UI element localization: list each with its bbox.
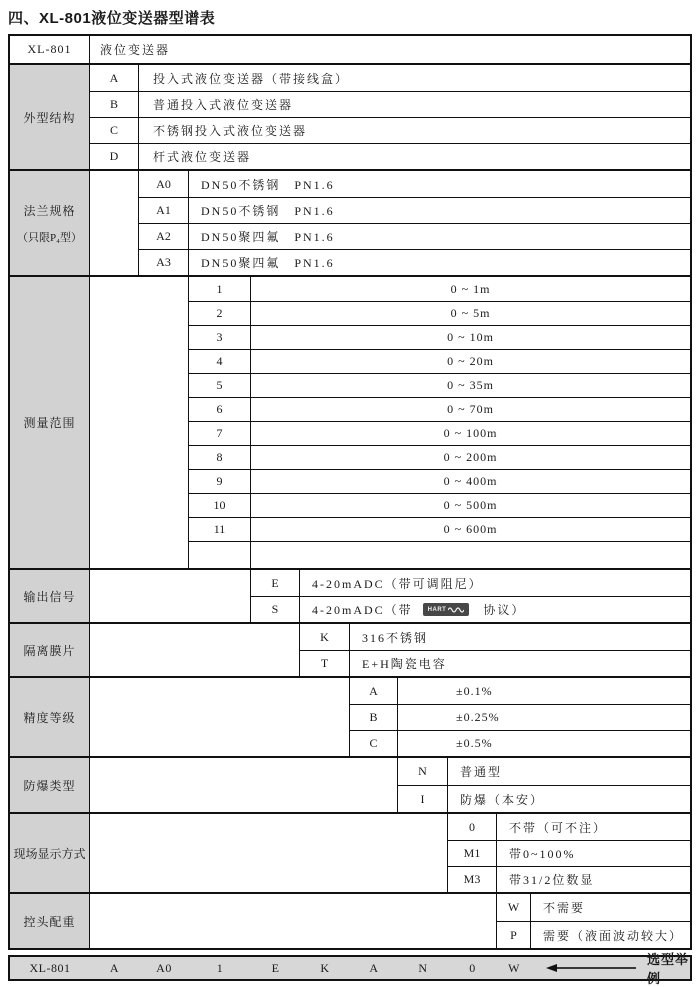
section-measuring-range (10, 275, 690, 568)
option-desc: 0 ~ 1m (450, 281, 491, 296)
option-code: M1 (448, 841, 497, 866)
example-code-output: E (271, 960, 280, 975)
option-row (300, 650, 690, 676)
option-desc: 杆式液位变送器 (153, 150, 252, 164)
option-row (350, 678, 690, 704)
option-code: A3 (139, 250, 189, 275)
section-probe-counterweight (10, 892, 690, 948)
left-arrow-icon (545, 962, 637, 974)
example-code-structure: A (109, 960, 120, 975)
option-desc: 不锈钢投入式液位变送器 (153, 124, 308, 138)
option-code: A2 (139, 224, 189, 249)
option-desc: DN50聚四氟 PN1.6 (201, 230, 335, 244)
option-code: B (350, 705, 398, 730)
example-code-accuracy: A (369, 960, 379, 975)
option-desc: ±0.5% (456, 736, 493, 750)
option-desc: 4-20mADC（带可调阻尼） (312, 576, 483, 591)
option-row (189, 469, 690, 493)
option-code: A0 (139, 171, 189, 197)
section-label: 控头配重 (10, 894, 90, 948)
option-desc: 防爆（本安） (460, 792, 545, 807)
section-flange-spec (10, 169, 690, 275)
option-code: 7 (189, 422, 251, 445)
page-title: 四、XL-801液位变送器型谱表 (8, 10, 216, 27)
sine-wave-icon (448, 606, 464, 614)
example-code-range: 1 (216, 960, 224, 975)
option-desc: 0 ~ 5m (450, 306, 491, 320)
section-isolation-diaphragm (10, 622, 690, 676)
section-exterior-structure (10, 63, 690, 169)
option-desc: 普通型 (460, 765, 503, 779)
option-row-empty (189, 541, 690, 568)
option-row (139, 171, 690, 197)
option-code: E (251, 570, 300, 596)
option-desc: 不带（可不注） (509, 820, 608, 835)
option-row (497, 921, 690, 948)
indent-spacer (90, 758, 398, 812)
indent-spacer (90, 894, 497, 948)
section-accuracy-class (10, 676, 690, 756)
option-code: 11 (189, 518, 251, 541)
option-desc: ±0.1% (456, 683, 493, 698)
option-code: N (398, 758, 448, 785)
option-desc: 0 ~ 100m (443, 426, 498, 440)
indent-spacer (90, 814, 448, 892)
option-row (189, 493, 690, 517)
option-row (350, 730, 690, 756)
option-row (448, 814, 690, 840)
example-code-exproof: N (418, 960, 428, 975)
option-desc: 0 ~ 200m (443, 450, 498, 464)
option-row (398, 785, 690, 812)
section-label: 防爆类型 (10, 758, 90, 812)
example-code-display: 0 (469, 960, 476, 975)
option-desc: 0 ~ 10m (447, 330, 494, 344)
model-spec-table (8, 34, 692, 950)
option-row (251, 596, 690, 622)
option-row (139, 249, 690, 275)
option-desc: 0 ~ 20m (447, 354, 494, 368)
option-code: P (497, 922, 531, 948)
option-code: K (300, 624, 350, 650)
option-code: 1 (189, 277, 251, 301)
example-code-weight: W (508, 960, 520, 975)
option-desc: 0 ~ 500m (443, 498, 498, 512)
option-row (189, 301, 690, 325)
section-label-note: （只限P₄型） (17, 231, 82, 244)
option-desc: 0 ~ 600m (443, 522, 498, 536)
option-row (448, 840, 690, 866)
option-desc: DN50不锈钢 PN1.6 (201, 204, 335, 218)
selection-example-bar (8, 952, 692, 986)
option-row (251, 570, 690, 596)
section-explosion-proof-type (10, 756, 690, 812)
option-code: C (90, 118, 139, 143)
option-desc: 投入式液位变送器（带接线盒） (153, 71, 350, 86)
option-row (189, 397, 690, 421)
option-row (139, 223, 690, 249)
section-label: 输出信号 (10, 570, 90, 622)
section-local-display-mode (10, 812, 690, 892)
option-desc (300, 597, 690, 622)
option-desc: 带0~100% (509, 847, 576, 861)
option-row (448, 866, 690, 892)
option-row (189, 277, 690, 301)
option-code: T (300, 651, 350, 676)
option-code: 5 (189, 374, 251, 397)
option-code: 6 (189, 398, 251, 421)
option-row (497, 894, 690, 921)
option-code: 0 (448, 814, 497, 840)
option-row (90, 65, 690, 91)
option-row (189, 325, 690, 349)
section-label: 测量范围 (10, 277, 90, 568)
option-desc (251, 542, 690, 568)
desc-text-pre: 4-20mADC（带 (312, 603, 413, 617)
section-output-signal (10, 568, 690, 622)
option-desc: 0 ~ 70m (447, 402, 494, 416)
option-row (90, 91, 690, 117)
option-code: W (497, 894, 531, 921)
option-code: 9 (189, 470, 251, 493)
indent-spacer (90, 678, 350, 756)
option-code (189, 542, 251, 568)
option-desc: 0 ~ 35m (447, 378, 494, 392)
option-code: M3 (448, 867, 497, 892)
option-code: 3 (189, 326, 251, 349)
indent-spacer (90, 570, 251, 622)
option-desc: E+H陶瓷电容 (362, 657, 447, 671)
example-code-flange: A0 (156, 960, 172, 975)
table-header-row (10, 36, 690, 63)
indent-spacer (90, 277, 189, 568)
option-desc: ±0.25% (456, 710, 500, 724)
option-code: 8 (189, 446, 251, 469)
option-row (189, 349, 690, 373)
product-name-cell: 液位变送器 (100, 43, 171, 57)
desc-text-post: 协议） (483, 603, 526, 617)
option-row (139, 197, 690, 223)
option-code: 10 (189, 494, 251, 517)
option-code: I (398, 786, 448, 812)
option-row (189, 373, 690, 397)
option-code: A1 (139, 198, 189, 223)
option-code: S (251, 597, 300, 622)
option-code: C (350, 731, 398, 756)
option-desc: 带31/2位数显 (509, 873, 595, 887)
example-code-diaphragm: K (320, 960, 330, 975)
option-row (189, 517, 690, 541)
section-label: 法兰规格 （只限P₄型） (10, 171, 90, 275)
hart-protocol-logo: HART (423, 603, 470, 616)
option-row (300, 624, 690, 650)
option-row (189, 445, 690, 469)
option-row (90, 143, 690, 169)
option-desc: DN50不锈钢 PN1.6 (201, 177, 335, 192)
section-label: 隔离膜片 (10, 624, 90, 676)
option-code: D (90, 144, 139, 169)
section-label: 外型结构 (10, 65, 90, 169)
option-row (350, 704, 690, 730)
option-desc: 0 ~ 400m (443, 474, 498, 488)
option-row (90, 117, 690, 143)
option-row (398, 758, 690, 785)
example-code-model: XL-801 (29, 960, 71, 975)
option-desc: DN50聚四氟 PN1.6 (201, 256, 335, 270)
option-desc: 需要（液面波动较大） (543, 928, 684, 943)
indent-spacer (90, 624, 300, 676)
option-row (189, 421, 690, 445)
option-desc: 316不锈钢 (362, 630, 429, 645)
indent-spacer (90, 171, 139, 275)
option-desc: 不需要 (543, 901, 586, 915)
option-desc: 普通投入式液位变送器 (153, 98, 294, 112)
option-code: 4 (189, 350, 251, 373)
option-code: B (90, 92, 139, 117)
option-code: A (350, 678, 398, 704)
section-label: 精度等级 (10, 678, 90, 756)
example-label: 选型举例 (647, 952, 690, 986)
option-code: A (90, 65, 139, 91)
option-code: 2 (189, 302, 251, 325)
section-label: 现场显示方式 (10, 814, 90, 892)
model-code-cell: XL-801 (10, 36, 90, 63)
